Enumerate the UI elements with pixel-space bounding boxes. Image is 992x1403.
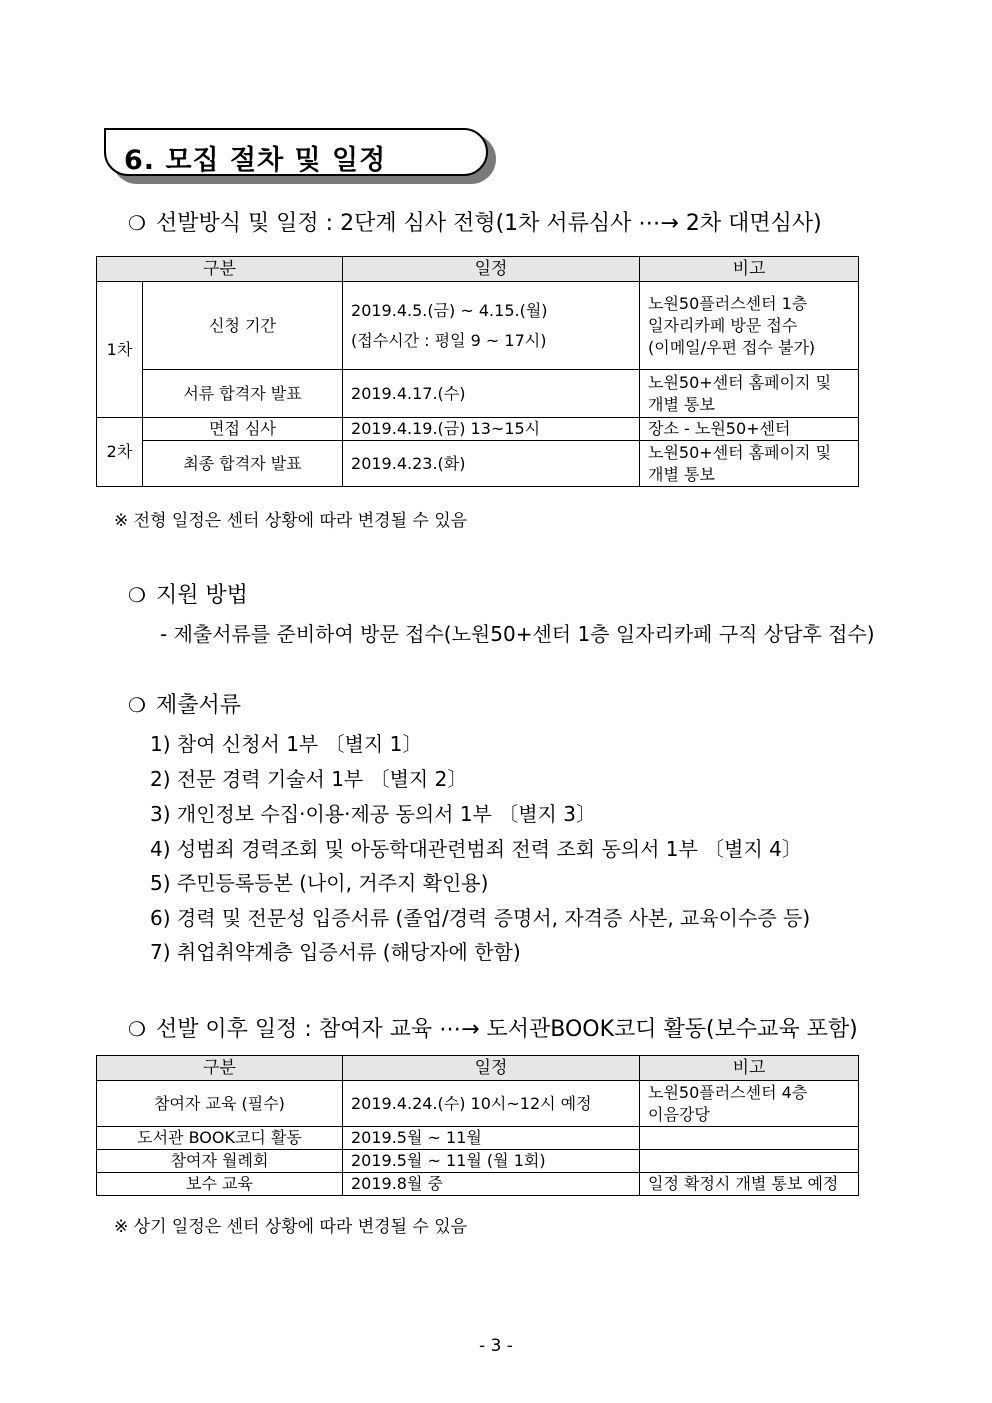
document-item: 4) 성범죄 경력조회 및 아동학대관련범죄 전력 조회 동의서 1부 〔별지 4〕 — [150, 837, 802, 861]
row-note — [640, 1150, 859, 1173]
stage-2-label: 2차 — [97, 418, 143, 487]
circle-bullet-icon: ❍ — [128, 1017, 146, 1041]
documents-heading-row — [128, 688, 241, 719]
row-note-line: (이메일/우편 접수 불가) — [648, 337, 816, 357]
row-note — [640, 370, 859, 418]
header-schedule: 일정 — [343, 1056, 640, 1081]
row-date-line: (접수시간 : 평일 9 ~ 17시) — [351, 330, 547, 350]
post-table — [96, 1055, 859, 1196]
row-note: 일정 확정시 개별 통보 예정 — [640, 1173, 859, 1196]
row-note-line: 노원50+센터 홈페이지 및 — [648, 442, 832, 462]
row-note-line: 개별 통보 — [648, 394, 715, 414]
selection-footnote: ※ 전형 일정은 센터 상황에 따라 변경될 수 있음 — [114, 511, 468, 531]
post-footnote: ※ 상기 일정은 센터 상황에 따라 변경될 수 있음 — [114, 1217, 468, 1237]
row-item: 면접 심사 — [143, 418, 343, 441]
row-note-line: 노원50플러스센터 1층 — [648, 293, 808, 313]
row-item: 보수 교육 — [97, 1173, 343, 1196]
row-date: 2019.8월 중 — [343, 1173, 640, 1196]
document-item: 7) 취업취약계층 입증서류 (해당자에 한함) — [150, 940, 521, 964]
row-date: 2019.4.19.(금) 13~15시 — [343, 418, 640, 441]
header-category: 구분 — [97, 1056, 343, 1081]
document-item: 1) 참여 신청서 1부 〔별지 1〕 — [150, 732, 423, 756]
row-item: 최종 합격자 발표 — [143, 441, 343, 487]
row-note-line: 개별 통보 — [648, 464, 715, 484]
row-note: 장소 - 노원50+센터 — [640, 418, 859, 441]
row-item: 도서관 BOOK코디 활동 — [97, 1127, 343, 1150]
stage-1-label: 1차 — [97, 282, 143, 418]
row-note — [640, 1127, 859, 1150]
header-category: 구분 — [97, 257, 343, 282]
row-item: 신청 기간 — [143, 282, 343, 370]
row-item: 서류 합격자 발표 — [143, 370, 343, 418]
row-note — [640, 282, 859, 370]
post-heading: 선발 이후 일정 : 참여자 교육 ⋯→ 도서관BOOK코디 활동(보수교육 포함) — [155, 1017, 858, 1042]
circle-bullet-icon: ❍ — [128, 693, 146, 717]
row-note-line: 노원50+센터 홈페이지 및 — [648, 372, 832, 392]
row-note-line: 일자리카페 방문 접수 — [648, 315, 798, 335]
row-date: 2019.5월 ~ 11월 — [343, 1127, 640, 1150]
selection-table — [96, 256, 859, 487]
document-item: 2) 전문 경력 기술서 1부 〔별지 2〕 — [150, 767, 468, 791]
selection-heading-row — [128, 206, 822, 237]
row-date — [343, 282, 640, 370]
row-date: 2019.5월 ~ 11월 (월 1회) — [343, 1150, 640, 1173]
section-title: 6. 모집 절차 및 일정 — [124, 145, 387, 176]
apply-heading-row — [128, 578, 248, 609]
page-number: - 3 - — [479, 1336, 513, 1356]
row-note-line: 이음강당 — [648, 1104, 710, 1124]
row-note-line: 노원50플러스센터 4층 — [648, 1082, 808, 1102]
row-item: 참여자 월례회 — [97, 1150, 343, 1173]
document-item: 5) 주민등록등본 (나이, 거주지 확인용) — [150, 871, 489, 895]
header-note: 비고 — [640, 1056, 859, 1081]
documents-heading: 제출서류 — [155, 693, 241, 718]
selection-heading: 선발방식 및 일정 : 2단계 심사 전형(1차 서류심사 ⋯→ 2차 대면심사) — [155, 211, 822, 236]
row-date: 2019.4.24.(수) 10시~12시 예정 — [343, 1081, 640, 1127]
row-date: 2019.4.23.(화) — [343, 441, 640, 487]
circle-bullet-icon: ❍ — [128, 211, 146, 235]
document-item: 3) 개인정보 수집·이용·제공 동의서 1부 〔별지 3〕 — [150, 802, 596, 826]
header-schedule: 일정 — [343, 257, 640, 282]
apply-text: - 제출서류를 준비하여 방문 접수(노원50+센터 1층 일자리카페 구직 상담후 접수) — [160, 622, 875, 646]
circle-bullet-icon: ❍ — [128, 583, 146, 607]
header-note: 비고 — [640, 257, 859, 282]
row-date-line: 2019.4.5.(금) ~ 4.15.(월) — [351, 300, 548, 320]
document-item: 6) 경력 및 전문성 입증서류 (졸업/경력 증명서, 자격증 사본, 교육이수증 등) — [150, 906, 811, 930]
post-heading-row — [128, 1012, 858, 1043]
row-note — [640, 1081, 859, 1127]
row-date: 2019.4.17.(수) — [343, 370, 640, 418]
row-item: 참여자 교육 (필수) — [97, 1081, 343, 1127]
row-note — [640, 441, 859, 487]
apply-heading: 지원 방법 — [155, 583, 248, 608]
